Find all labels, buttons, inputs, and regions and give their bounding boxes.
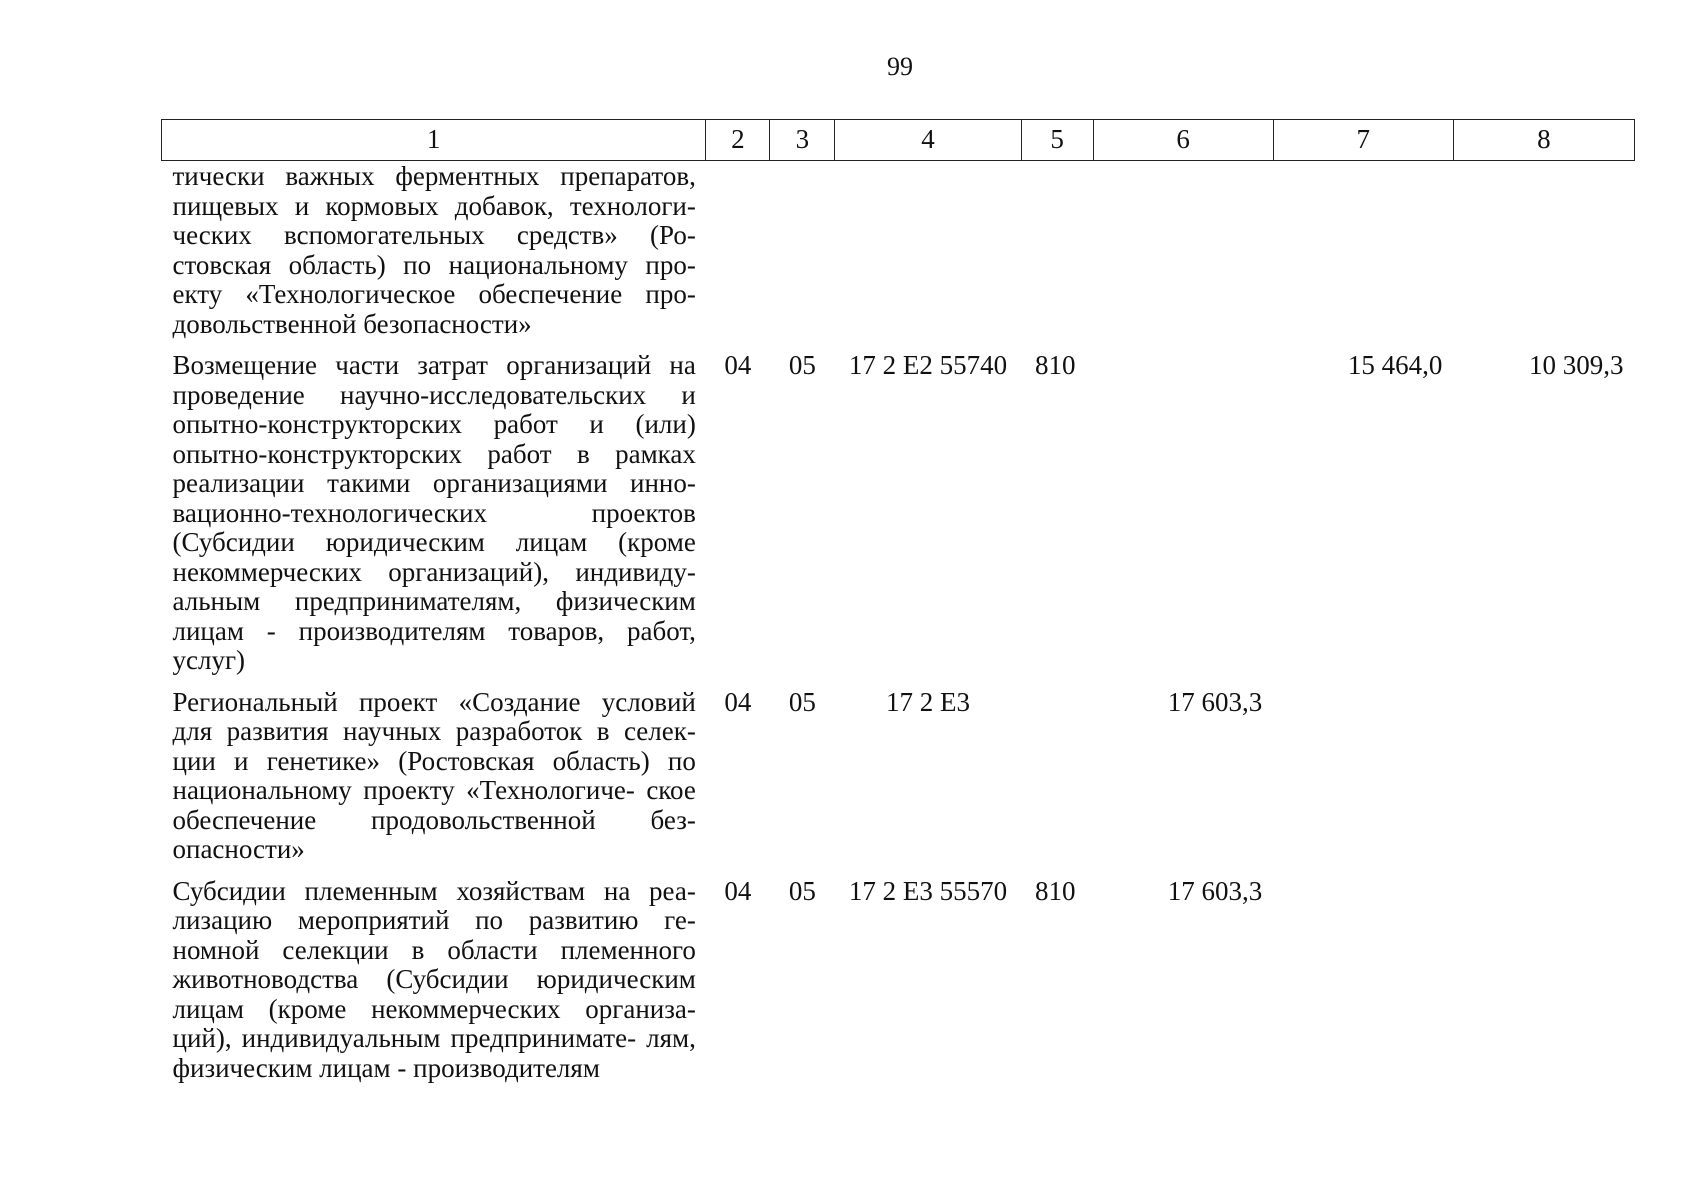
subsection-cell: 05 [788,350,816,380]
table-row [162,339,1635,676]
expense-type-cell: 810 [1035,875,1076,906]
table-row [162,161,1635,340]
row-description [162,865,706,1084]
subsection-cell: 05 [788,875,816,906]
description-line: некоммерческих организаций), индивиду- [172,556,696,587]
target-article-cell: 17 2 Е3 55570 [848,875,1008,906]
amount-cell-col7 [1273,865,1453,1084]
description-line: вационно-технологических проектов [172,497,696,528]
description-line: Региональный проект «Создание условий [172,686,696,717]
amount-cell-col6 [1093,339,1273,676]
description-line: опытно-конструкторских работ в рамках [172,438,696,469]
description-line: довольственной безопасности» [172,308,532,339]
row-description [162,161,706,340]
description-line: (Субсидии юридическим лицам (кроме [172,527,696,557]
description-line: екту «Технологическое обеспечение про- [172,279,696,309]
amount-cell-col6: 17 603,3 [1167,686,1263,717]
expense-type-cell: 810 [1035,350,1076,380]
description-line: ческих вспомогательных средств» (Ро- [172,220,696,250]
amount-cell-col7 [1273,161,1453,340]
amount-cell-col7 [1273,676,1453,865]
amount-cell-col6 [1093,161,1273,340]
description-line: пищевых и кормовых добавок, технологи- [172,190,696,221]
description-line: номной селекции в области племенного [172,934,696,965]
description-line: реализации такими организациями инно- [172,468,696,498]
header-cell: 1 [162,120,706,161]
header-cell: 8 [1453,120,1634,161]
amount-cell-col8: 10 309,3 [1529,350,1624,380]
header-cell: 6 [1093,120,1273,161]
section-cell: 04 [724,350,752,380]
description-line: лям, физическим лицам - производителям [172,1023,696,1083]
section-cell: 04 [724,875,752,906]
table-row [162,676,1635,865]
description-line: животноводства (Субсидии юридическим [172,964,696,994]
amount-cell-col7: 15 464,0 [1347,350,1443,380]
description-line: тически важных ферментных препаратов, [172,161,696,191]
subsection-cell [770,161,835,340]
description-line: Возмещение части затрат организаций на [172,350,696,380]
description-line: лицам (кроме некоммерческих организа- [172,993,696,1024]
description-line: опасности» [172,834,305,864]
table-row [162,865,1635,1084]
header-cell: 5 [1021,120,1093,161]
description-line: ции и генетике» (Ростовская область) по [172,745,696,776]
description-line: услуг) [172,645,246,675]
description-line: опытно-конструкторских работ и (или) [172,409,696,439]
description-line: стовская область) по национальному про- [172,249,696,280]
row-description [162,676,706,865]
table-body [162,161,1635,1084]
header-cell: 3 [770,120,835,161]
section-cell: 04 [724,686,752,717]
description-line: ций), индивидуальным предпринимате- [172,1023,637,1053]
description-line: для развития научных разработок в селек- [172,716,696,746]
target-article-cell [835,161,1021,340]
header-cell: 2 [706,120,770,161]
description-line: Субсидии племенным хозяйствам на реа- [172,875,696,906]
row-description [162,339,706,676]
header-cell: 7 [1273,120,1453,161]
amount-cell-col8 [1453,865,1634,1084]
subsection-cell: 05 [788,686,816,717]
page-number: 99 [887,52,913,81]
amount-cell-col8 [1453,161,1634,340]
description-line: лицам - производителям товаров, работ, [172,615,696,646]
description-line: национальному проекту «Технологиче- [172,775,635,805]
expense-type-cell [1021,676,1093,865]
header-row [162,120,1635,161]
table-header [162,120,1635,161]
amount-cell-col6: 17 603,3 [1167,875,1263,906]
description-line: ское обеспечение продовольственной без- [172,775,696,835]
budget-table [161,119,1635,1083]
expense-type-cell [1021,161,1093,340]
target-article-cell: 17 2 Е3 [885,686,970,717]
description-line: альным предпринимателям, физическим [172,586,696,616]
header-cell: 4 [835,120,1021,161]
description-line: проведение научно-исследовательских и [172,379,696,410]
amount-cell-col8 [1453,676,1634,865]
description-line: лизацию мероприятий по развитию ге- [172,905,696,935]
target-article-cell: 17 2 Е2 55740 [848,350,1008,380]
section-cell [706,161,770,340]
